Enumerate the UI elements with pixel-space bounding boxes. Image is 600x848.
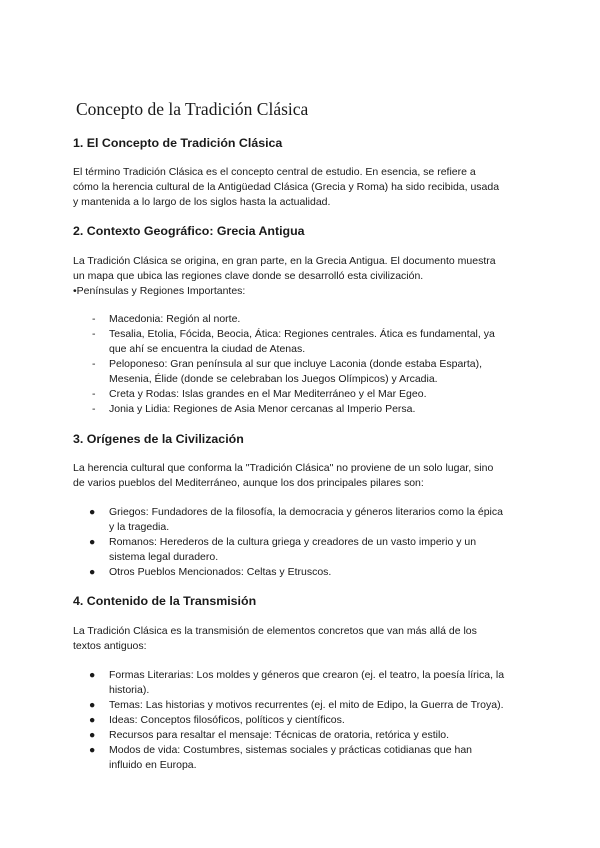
paragraph-line: La herencia cultural que conforma la "Tradición Clásica" no proviene de un solo lugar, sino	[73, 462, 494, 474]
bullet-icon: ●	[89, 506, 96, 518]
dash-bullet: -	[92, 388, 96, 400]
list-item	[73, 402, 495, 417]
list-item	[73, 357, 495, 387]
paragraph-line: y mantenida a lo largo de los siglos hasta la actualidad.	[73, 196, 331, 208]
section-3-heading: 3. Orígenes de la Civilización	[73, 432, 244, 446]
section-1-paragraph	[73, 165, 543, 210]
list-item-line: Formas Literarias: Los moldes y géneros que crearon (ej. el teatro, la poesía lírica, la	[109, 669, 505, 681]
paragraph-line: La Tradición Clásica es la transmisión de elementos concretos que van más allá de los	[73, 625, 477, 637]
list-item	[73, 312, 495, 327]
list-item-line: influido en Europa.	[109, 759, 197, 771]
section-4-paragraph	[73, 624, 543, 654]
list-item	[73, 565, 503, 580]
bullet-icon: ●	[89, 536, 96, 548]
list-item-line: Griegos: Fundadores de la filosofía, la democracia y géneros literarios como la épica	[109, 506, 503, 518]
dash-bullet: -	[92, 313, 96, 325]
peoples-list	[73, 505, 503, 580]
section-1-heading: 1. El Concepto de Tradición Clásica	[73, 136, 283, 150]
section-2-paragraph	[73, 254, 543, 299]
list-item-line: Jonia y Lidia: Regiones de Asia Menor cercanas al Imperio Persa.	[109, 403, 416, 415]
list-item-line: Recursos para resaltar el mensaje: Técnicas de oratoria, retórica y estilo.	[109, 729, 450, 741]
list-item-line: Modos de vida: Costumbres, sistemas sociales y prácticas cotidianas que han	[109, 744, 473, 756]
bullet-icon: ●	[89, 744, 96, 756]
list-item	[73, 387, 495, 402]
paragraph-line: de varios pueblos del Mediterráneo, aunque los dos principales pilares son:	[73, 477, 424, 489]
list-item-line: Romanos: Herederos de la cultura griega y creadores de un vasto imperio y un	[109, 536, 477, 548]
list-item	[73, 743, 504, 773]
list-item	[73, 713, 504, 728]
list-item-line: Peloponeso: Gran península al sur que incluye Laconia (donde estaba Esparta),	[109, 358, 482, 370]
list-item-line: y la tragedia.	[109, 521, 170, 533]
list-item-line: Otros Pueblos Mencionados: Celtas y Etruscos.	[109, 566, 332, 578]
bullet-icon: ●	[89, 714, 96, 726]
regions-list	[73, 312, 495, 417]
bullet-icon: ●	[89, 566, 96, 578]
list-item	[73, 505, 503, 535]
dash-bullet: -	[92, 328, 96, 340]
list-item-line: que ahí se encuentra la ciudad de Atenas.	[109, 343, 306, 355]
dash-bullet: -	[92, 403, 96, 415]
document-title: Concepto de la Tradición Clásica	[76, 99, 309, 119]
transmission-list	[73, 668, 504, 773]
paragraph-line: •Penínsulas y Regiones Importantes:	[73, 285, 246, 297]
dash-bullet: -	[92, 358, 96, 370]
paragraph-line: cómo la herencia cultural de la Antigüedad Clásica (Grecia y Roma) ha sido recibida, usada	[73, 181, 500, 193]
list-item-line: Mesenia, Élide (donde se celebraban los Juegos Olímpicos) y Arcadia.	[109, 373, 438, 385]
list-item	[73, 327, 495, 357]
paragraph-line: El término Tradición Clásica es el concepto central de estudio. En esencia, se refiere a	[73, 166, 476, 178]
list-item-line: Tesalia, Etolia, Fócida, Beocia, Ática: Regiones centrales. Ática es fundamental, ya	[109, 328, 495, 340]
list-item	[73, 698, 504, 713]
paragraph-line: textos antiguos:	[73, 640, 147, 652]
list-item-line: Temas: Las historias y motivos recurrentes (ej. el mito de Edipo, la Guerra de Troya).	[109, 699, 504, 711]
bullet-icon: ●	[89, 669, 96, 681]
list-item	[73, 535, 503, 565]
list-item-line: Ideas: Conceptos filosóficos, políticos y científicos.	[109, 714, 345, 726]
section-2-heading: 2. Contexto Geográfico: Grecia Antigua	[73, 224, 305, 238]
paragraph-line: un mapa que ubica las regiones clave donde se desarrolló esta civilización.	[73, 270, 424, 282]
bullet-icon: ●	[89, 729, 96, 741]
list-item-line: Macedonia: Región al norte.	[109, 313, 241, 325]
bullet-icon: ●	[89, 699, 96, 711]
section-4-heading: 4. Contenido de la Transmisión	[73, 594, 257, 608]
list-item	[73, 668, 504, 698]
list-item	[73, 728, 504, 743]
list-item-line: sistema legal duradero.	[109, 551, 219, 563]
list-item-line: historia).	[109, 684, 150, 696]
list-item-line: Creta y Rodas: Islas grandes en el Mar Mediterráneo y el Mar Egeo.	[109, 388, 427, 400]
section-3-paragraph	[73, 461, 543, 491]
paragraph-line: La Tradición Clásica se origina, en gran parte, en la Grecia Antigua. El documento muestra	[73, 255, 496, 267]
